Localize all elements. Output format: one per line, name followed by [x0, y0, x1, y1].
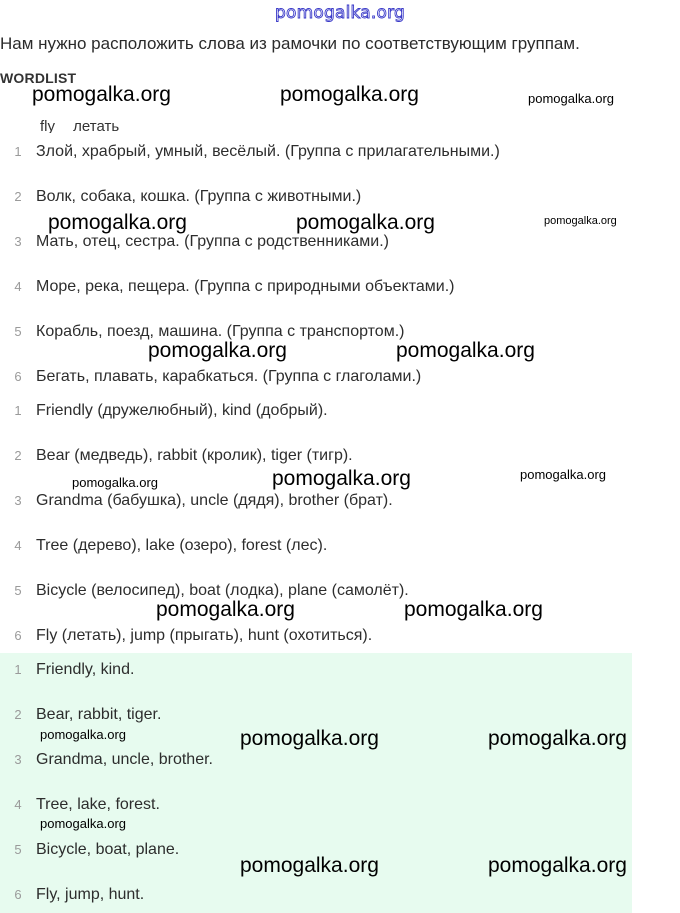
item-text: Bicycle (велосипед), boat (лодка), plane (самолёт).: [36, 582, 409, 599]
watermark: pomogalka.org: [40, 816, 126, 831]
item-number: 5: [14, 324, 22, 339]
watermark: pomogalka.org: [520, 467, 606, 482]
wordlist-word: fly: [40, 118, 55, 133]
watermark: pomogalka.org: [404, 598, 543, 621]
item-text: Fly, jump, hunt.: [36, 886, 145, 903]
site-title: pomogalka.org: [275, 3, 405, 23]
watermark: pomogalka.org: [528, 91, 614, 106]
item-number: 3: [14, 234, 22, 249]
watermark: pomogalka.org: [72, 475, 158, 490]
item-text: Волк, собака, кошка. (Группа с животными.): [36, 188, 362, 205]
task-instruction: Нам нужно расположить слова из рамочки по соответствующим группам.: [0, 34, 580, 53]
item-text: Море, река, пещера. (Группа с природными объектами.): [36, 278, 455, 295]
item-text: Бегать, плавать, карабкаться. (Группа с глаголами.): [36, 368, 422, 385]
item-number: 1: [14, 144, 22, 159]
item-number: 6: [14, 887, 22, 902]
watermark: pomogalka.org: [32, 83, 171, 106]
item-text: Friendly (дружелюбный), kind (добрый).: [36, 402, 328, 419]
item-number: 3: [14, 752, 22, 767]
item-text: Мать, отец, сестра. (Группа с родственниками.): [36, 233, 389, 250]
item-number: 5: [14, 583, 22, 598]
watermark: pomogalka.org: [396, 339, 535, 362]
watermark: pomogalka.org: [488, 854, 627, 877]
wordlist-word: летать: [73, 118, 120, 133]
item-text: Tree, lake, forest.: [36, 796, 160, 813]
wordlist-words: [40, 118, 340, 133]
item-text: Friendly, kind.: [36, 661, 135, 678]
item-text: Grandma (бабушка), uncle (дядя), brother (брат).: [36, 492, 393, 509]
watermark: pomogalka.org: [240, 727, 379, 750]
item-number: 2: [14, 707, 22, 722]
item-number: 6: [14, 369, 22, 384]
item-number: 2: [14, 448, 22, 463]
item-number: 1: [14, 662, 22, 677]
item-number: 6: [14, 628, 22, 643]
item-text: Grandma, uncle, brother.: [36, 751, 213, 768]
item-number: 5: [14, 842, 22, 857]
item-text: Tree (дерево), lake (озеро), forest (лес).: [36, 537, 328, 554]
watermark: pomogalka.org: [544, 215, 617, 227]
watermark: pomogalka.org: [148, 339, 287, 362]
item-text: Bear (медведь), rabbit (кролик), tiger (тигр).: [36, 447, 353, 464]
watermark: pomogalka.org: [40, 727, 126, 742]
item-text: Bear, rabbit, tiger.: [36, 706, 162, 723]
watermark: pomogalka.org: [488, 727, 627, 750]
item-text: Корабль, поезд, машина. (Группа с транспортом.): [36, 323, 405, 340]
item-text: Злой, храбрый, умный, весёлый. (Группа с прилагательными.): [36, 143, 500, 160]
item-number: 4: [14, 279, 22, 294]
wordlist-heading: WORDLIST: [0, 70, 77, 86]
item-text: Fly (летать), jump (прыгать), hunt (охотиться).: [36, 627, 373, 644]
watermark: pomogalka.org: [48, 211, 187, 234]
item-number: 4: [14, 797, 22, 812]
watermark: pomogalka.org: [280, 83, 419, 106]
item-number: 1: [14, 403, 22, 418]
item-number: 2: [14, 189, 22, 204]
watermark: pomogalka.org: [240, 854, 379, 877]
item-text: Bicycle, boat, plane.: [36, 841, 180, 858]
watermark: pomogalka.org: [296, 211, 435, 234]
item-number: 3: [14, 493, 22, 508]
item-number: 4: [14, 538, 22, 553]
watermark: pomogalka.org: [156, 598, 295, 621]
watermark: pomogalka.org: [272, 467, 411, 490]
